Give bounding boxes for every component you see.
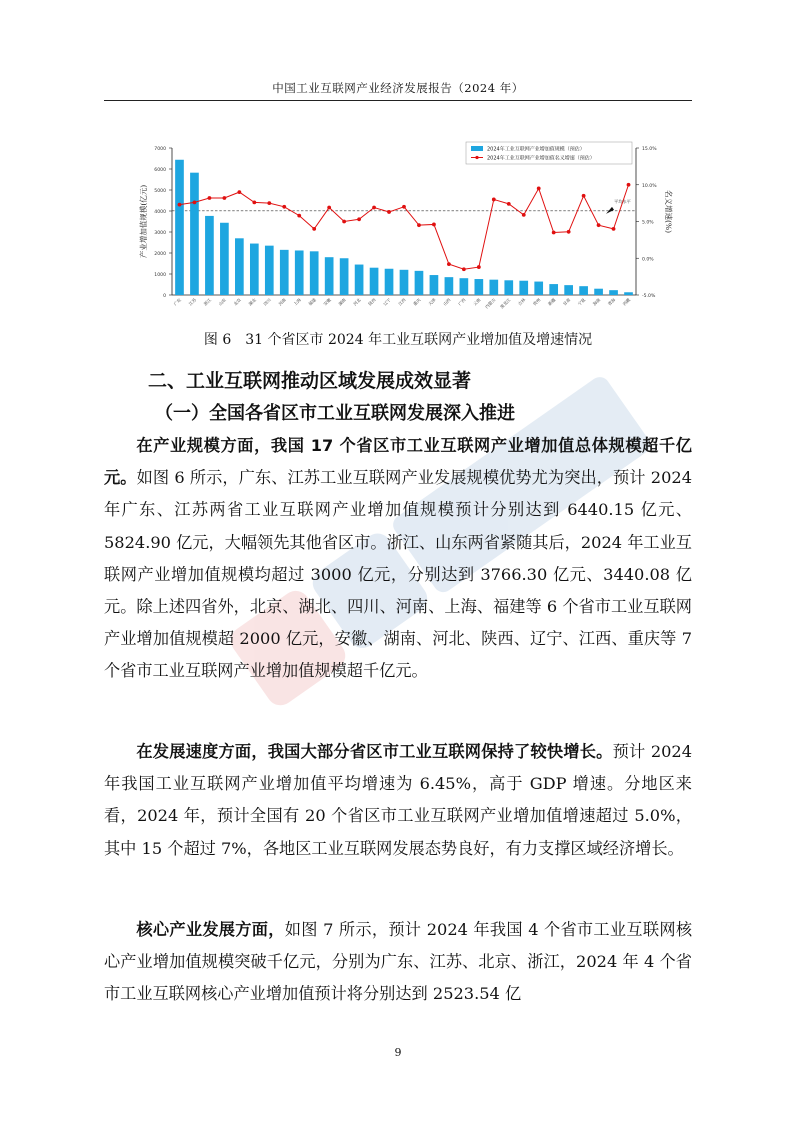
bar bbox=[280, 250, 289, 295]
legend-bar-label: 2024年工业互联网产业增加值规模（预估） bbox=[487, 146, 585, 153]
bar bbox=[519, 281, 528, 295]
category-label: 甘肃 bbox=[561, 297, 572, 307]
growth-point bbox=[222, 196, 226, 200]
category-label: 湖北 bbox=[247, 297, 258, 307]
bar bbox=[295, 250, 304, 295]
growth-point bbox=[193, 200, 197, 204]
paragraph-lead: 在发展速度方面，我国大部分省区市工业互联网保持了较快增长。 bbox=[136, 742, 613, 761]
left-tick-label: 5000 bbox=[154, 189, 166, 194]
paragraph-body: 如图 6 所示，广东、江苏工业互联网产业发展规模优势尤为突出，预计 2024 年广东、江苏两省工业互联网产业增加值规模预计分别达到 6440.15 亿元、5824.90 亿元，大幅领先其他省区市。浙江、山东两省紧随其后，2024 年工业互联网产业增加值规模均超过 3000 亿元，分别达到 3766.30 亿元、3440.08 亿元。除上述四省外，北京、湖北、四川、河南、上海、福建等 6 个省市工业互联网产业增加值规模超 2000 亿元，安徽、湖南、河北、陕西、辽宁、江西、重庆等 7 个省市工业互联网产业增加值规模超千亿元。 bbox=[104, 468, 693, 681]
growth-point bbox=[477, 265, 481, 269]
growth-point bbox=[327, 206, 331, 210]
line-series bbox=[178, 183, 631, 271]
subsection-heading: （一）全国各省区市工业互联网发展深入推进 bbox=[155, 403, 515, 424]
bar bbox=[385, 269, 394, 295]
left-axis-title: 产业增加值规模(亿元) bbox=[139, 184, 148, 259]
category-label: 广西 bbox=[457, 297, 467, 307]
growth-point bbox=[447, 262, 451, 266]
bar bbox=[579, 286, 588, 295]
bar bbox=[400, 270, 409, 295]
bar bbox=[340, 258, 349, 295]
bar bbox=[489, 280, 498, 295]
paragraph-lead: 在产业规模方面，我国 17 个省区市工业互联网产业增加值总体规模超千亿元。 bbox=[104, 436, 692, 488]
bar bbox=[609, 290, 618, 295]
category-label: 西藏 bbox=[621, 297, 632, 307]
growth-point bbox=[342, 220, 346, 224]
category-label: 广东 bbox=[172, 297, 183, 307]
category-label: 江西 bbox=[397, 297, 407, 307]
category-label: 重庆 bbox=[412, 297, 422, 307]
page-number: 9 bbox=[394, 1046, 402, 1059]
growth-point bbox=[237, 190, 241, 194]
category-label: 新疆 bbox=[546, 297, 557, 307]
bar bbox=[205, 216, 214, 295]
category-label: 海南 bbox=[591, 297, 602, 307]
paragraph-speed bbox=[104, 736, 692, 865]
growth-point bbox=[582, 194, 586, 198]
left-tick-label: 2000 bbox=[154, 252, 166, 257]
left-tick-label: 7000 bbox=[154, 147, 166, 152]
bar bbox=[325, 257, 334, 295]
paragraph-body: 预计 2024 年我国工业互联网产业增加值平均增速为 6.45%，高于 GDP 增速。分地区来看，2024 年，预计全国有 20 个省区市工业互联网产业增加值增速超过 5.0%，其中 15 个超过 7%，各地区工业互联网发展态势良好，有力支撑区域经济增长。 bbox=[104, 742, 693, 858]
growth-point bbox=[297, 214, 301, 218]
growth-point bbox=[282, 205, 286, 209]
right-tick-label: 5.0% bbox=[642, 220, 654, 226]
category-label: 江苏 bbox=[187, 297, 198, 307]
section-heading: 二、工业互联网推动区域发展成效显著 bbox=[148, 370, 472, 392]
bar bbox=[190, 173, 199, 295]
right-axis-title: 名义增速(%) bbox=[664, 190, 673, 233]
right-tick-label: 10.0% bbox=[642, 183, 657, 189]
growth-line bbox=[179, 185, 628, 270]
running-header: 中国工业互联网产业经济发展报告（2024 年） bbox=[272, 81, 524, 95]
bar bbox=[220, 223, 229, 295]
paragraph-scale bbox=[104, 430, 692, 688]
growth-point bbox=[567, 230, 571, 234]
growth-point bbox=[357, 217, 361, 221]
growth-point bbox=[537, 187, 541, 191]
growth-point bbox=[597, 223, 601, 227]
paragraph-core bbox=[104, 914, 692, 1011]
category-label: 北京 bbox=[232, 297, 243, 307]
growth-point bbox=[552, 231, 556, 235]
category-label: 浙江 bbox=[202, 297, 213, 307]
chart-legend bbox=[466, 142, 632, 164]
growth-point bbox=[627, 183, 631, 187]
average-label: 平均水平 bbox=[614, 198, 631, 204]
category-label: 上海 bbox=[292, 297, 302, 307]
legend-line-label: 2024年工业互联网产业增加值名义增速（预估） bbox=[487, 155, 595, 162]
right-tick-label: 15.0% bbox=[642, 147, 657, 152]
growth-point bbox=[267, 201, 271, 205]
right-tick-label: -5.0% bbox=[642, 294, 656, 299]
right-tick-label: 0.0% bbox=[642, 257, 654, 263]
left-tick-label: 4000 bbox=[154, 210, 166, 215]
growth-point bbox=[492, 198, 496, 202]
bar bbox=[549, 284, 558, 295]
category-label: 吉林 bbox=[516, 297, 527, 307]
growth-point bbox=[178, 203, 182, 207]
growth-point bbox=[522, 213, 526, 217]
bar bbox=[310, 251, 319, 295]
bar bbox=[250, 244, 259, 295]
bar bbox=[265, 246, 274, 295]
figure-caption: 图 6 31 个省区市 2024 年工业互联网产业增加值及增速情况 bbox=[203, 332, 593, 348]
bar bbox=[355, 265, 364, 295]
growth-point bbox=[507, 202, 511, 206]
growth-point bbox=[252, 200, 256, 204]
growth-point bbox=[312, 227, 316, 231]
bar bbox=[594, 289, 603, 295]
growth-point bbox=[612, 227, 616, 231]
bar bbox=[370, 268, 379, 295]
left-tick-label: 3000 bbox=[154, 231, 166, 236]
legend-line-marker bbox=[475, 156, 478, 159]
bar-series bbox=[175, 160, 633, 295]
category-label: 内蒙古 bbox=[484, 297, 497, 310]
bar bbox=[235, 238, 244, 295]
category-label: 安徽 bbox=[322, 297, 332, 307]
bar bbox=[415, 271, 424, 295]
bar bbox=[624, 292, 633, 295]
category-label: 湖南 bbox=[337, 297, 347, 307]
category-label: 天津 bbox=[427, 297, 437, 307]
bar bbox=[534, 282, 543, 295]
left-tick-label: 1000 bbox=[154, 273, 166, 278]
header-rule bbox=[104, 100, 692, 101]
category-label: 云南 bbox=[472, 297, 482, 307]
left-tick-label: 6000 bbox=[154, 168, 166, 173]
category-label: 山西 bbox=[442, 297, 452, 307]
category-label: 青海 bbox=[606, 297, 617, 307]
left-tick-label: 0 bbox=[163, 294, 166, 299]
bar bbox=[460, 278, 469, 295]
bar bbox=[504, 280, 513, 295]
growth-point bbox=[462, 267, 466, 271]
growth-point bbox=[417, 223, 421, 227]
bar bbox=[175, 160, 184, 295]
bar bbox=[430, 275, 439, 295]
growth-point bbox=[432, 223, 436, 227]
growth-chart bbox=[104, 132, 692, 312]
category-label: 宁夏 bbox=[576, 297, 587, 307]
paragraph-body: 如图 7 所示，预计 2024 年我国 4 个省市工业互联网核心产业增加值规模突破千亿元，分别为广东、江苏、北京、浙江，2024 年 4 个省市工业互联网核心产业增加值预计将分别达到 2523.54 亿 bbox=[104, 920, 693, 1004]
category-label: 黑龙江 bbox=[499, 297, 512, 310]
category-label: 贵州 bbox=[531, 297, 542, 307]
bar bbox=[445, 277, 454, 295]
bar bbox=[564, 285, 573, 295]
growth-point bbox=[402, 205, 406, 209]
category-label: 河南 bbox=[277, 297, 287, 307]
paragraph-lead: 核心产业发展方面， bbox=[136, 920, 285, 939]
growth-point bbox=[372, 206, 376, 210]
bar bbox=[474, 279, 483, 295]
category-label: 辽宁 bbox=[382, 297, 392, 307]
category-label: 陕西 bbox=[367, 297, 377, 307]
category-label: 福建 bbox=[307, 297, 317, 307]
legend-bar-swatch bbox=[471, 146, 483, 151]
growth-point bbox=[208, 196, 212, 200]
category-label: 四川 bbox=[262, 297, 272, 307]
category-label: 山东 bbox=[217, 297, 228, 307]
average-arrow bbox=[606, 207, 614, 214]
growth-point bbox=[387, 210, 391, 214]
category-label: 河北 bbox=[352, 297, 362, 307]
